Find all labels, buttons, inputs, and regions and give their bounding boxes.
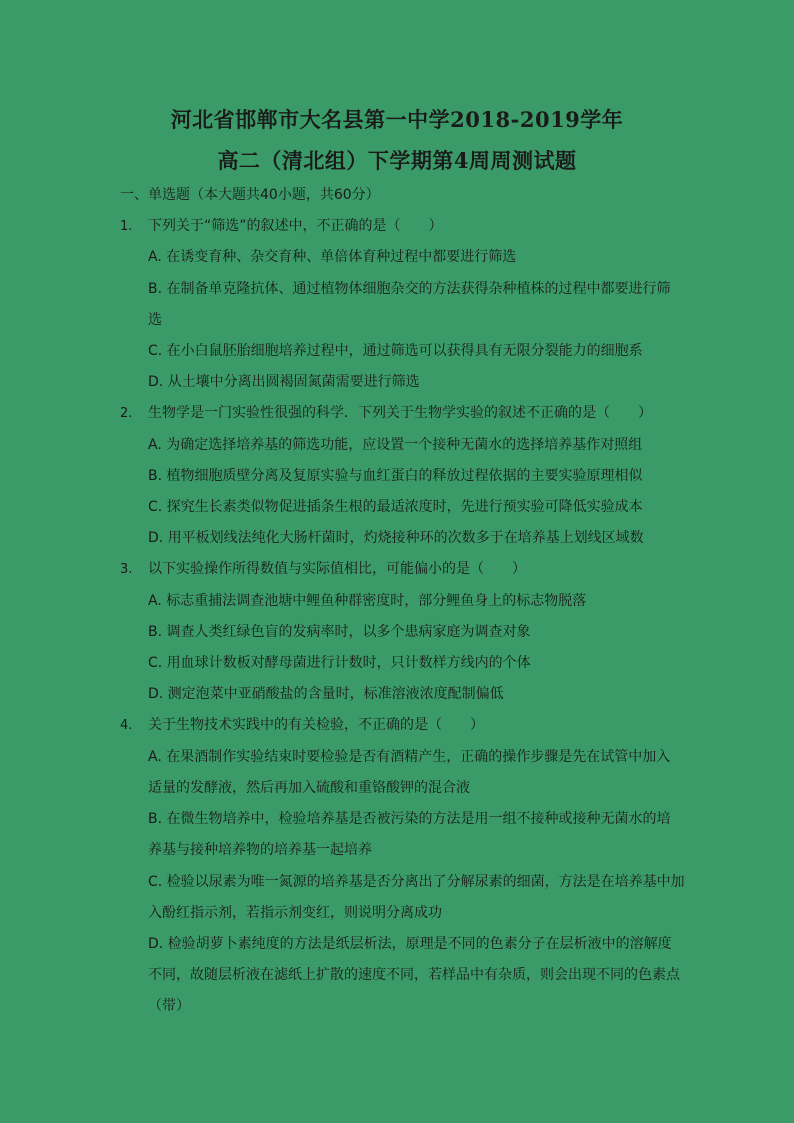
option-a: A. 为确定选择培养基的筛选功能，应设置一个接种无菌水的选择培养基作对照组 [148,437,643,453]
option-b: B. 植物细胞质壁分离及复原实验与血红蛋白的释放过程依据的主要实验原理相似 [148,468,643,484]
question-number: 3. [120,562,133,577]
option-c: C. 在小白鼠胚胎细胞培养过程中，通过筛选可以获得具有无限分裂能力的细胞系 [148,343,643,359]
question-number: 2. [120,406,133,421]
option-b: B. 在微生物培养中，检验培养基是否被污染的方法是用一组不接种或接种无菌水的培 [148,811,671,827]
option-a: A. 在诱变育种、杂交育种、单倍体育种过程中都要进行筛选 [148,249,517,265]
question-stem: 生物学是一门实验性很强的科学．下列关于生物学实验的叙述不正确的是（ ） [148,405,652,421]
option-d: D. 用平板划线法纯化大肠杆菌时，灼烧接种环的次数多于在培养基上划线区域数 [148,530,644,546]
option-d: D. 检验胡萝卜素纯度的方法是纸层析法，原理是不同的色素分子在层析液中的溶解度 [148,936,672,952]
document-title-line2: 高二（清北组）下学期第4周周测试题 [217,148,577,173]
option-a-continuation: 适量的发酵液，然后再加入硫酸和重铬酸钾的混合液 [148,780,470,796]
option-a: A. 在果酒制作实验结束时要检验是否有酒精产生，正确的操作步骤是先在试管中加入 [148,749,671,765]
option-b: B. 调查人类红绿色盲的发病率时，以多个患病家庭为调查对象 [148,624,531,640]
question-number: 4. [120,718,133,733]
option-c: C. 检验以尿素为唯一氮源的培养基是否分离出了分解尿素的细菌，方法是在培养基中加 [148,874,685,890]
question-stem: 下列关于“筛选”的叙述中，不正确的是（ ） [148,218,443,234]
option-d: D. 测定泡菜中亚硝酸盐的含量时，标准溶液浓度配制偏低 [148,686,504,702]
option-c: C. 用血球计数板对酵母菌进行计数时，只计数样方线内的个体 [148,655,531,671]
option-c-continuation: 入酚红指示剂，若指示剂变红，则说明分离成功 [148,905,442,921]
option-b-continuation: 养基与接种培养物的培养基一起培养 [148,842,372,858]
option-b: B. 在制备单克隆抗体、通过植物体细胞杂交的方法获得杂种植株的过程中都要进行筛 [148,281,671,297]
document-title-line1: 河北省邯郸市大名县第一中学2018-2019学年 [170,107,624,132]
option-a: A. 标志重捕法调查池塘中鲤鱼种群密度时，部分鲤鱼身上的标志物脱落 [148,593,587,609]
option-d-continuation: 不同，故随层析液在滤纸上扩散的速度不同，若样品中有杂质，则会出现不同的色素点 [148,967,680,983]
option-d-continuation: （带） [148,998,190,1014]
question-stem: 关于生物技术实践中的有关检验，不正确的是（ ） [148,717,484,733]
section-heading: 一、单选题（本大题共40小题，共60分） [120,187,380,203]
option-d: D. 从土壤中分离出圆褐固氮菌需要进行筛选 [148,374,420,390]
option-c: C. 探究生长素类似物促进插条生根的最适浓度时，先进行预实验可降低实验成本 [148,499,643,515]
question-stem: 以下实验操作所得数值与实际值相比，可能偏小的是（ ） [148,561,526,577]
option-b-continuation: 选 [148,312,162,328]
question-number: 1. [120,219,133,234]
